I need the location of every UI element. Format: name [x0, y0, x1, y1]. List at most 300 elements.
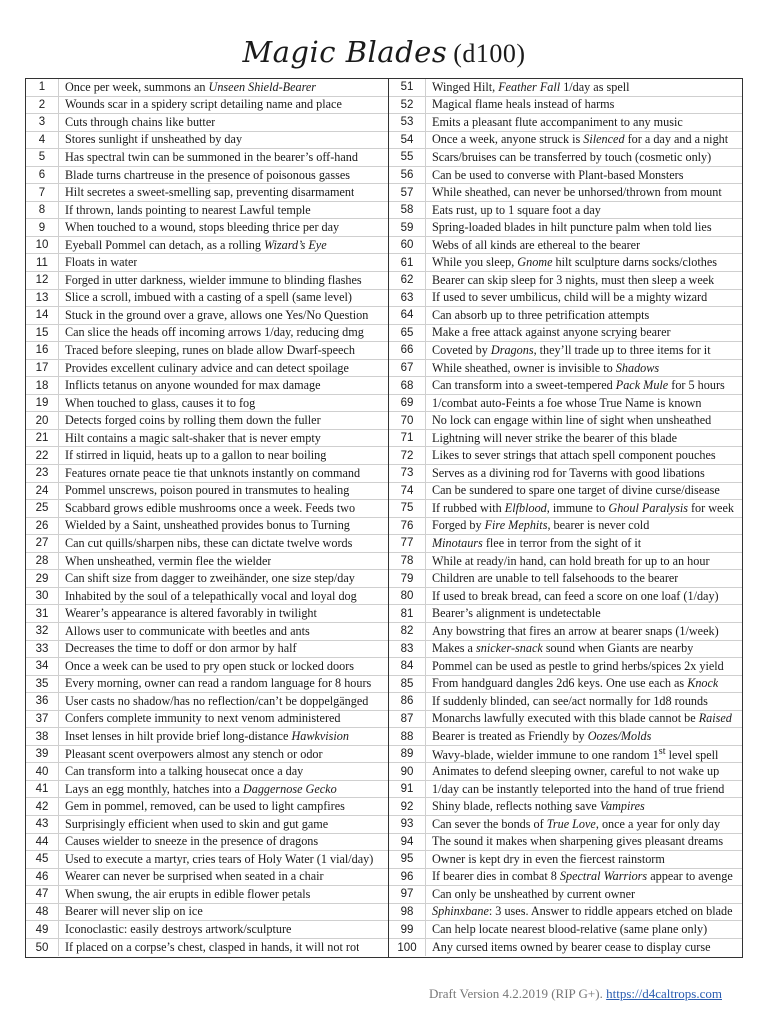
table-row — [26, 693, 388, 711]
blade-property: Can be used to converse with Plant-based Monsters — [432, 167, 684, 182]
table-row — [389, 342, 742, 360]
table-row — [26, 623, 388, 641]
table-row — [389, 202, 742, 220]
table-row — [26, 325, 388, 343]
table-row — [26, 816, 388, 834]
roll-number: 82 — [389, 623, 426, 640]
blade-property: Scars/bruises can be transferred by touch (cosmetic only) — [432, 149, 712, 164]
table-row — [26, 290, 388, 308]
roll-number: 46 — [26, 869, 59, 886]
table-row — [26, 483, 388, 501]
blade-property: Can only be unsheathed by current owner — [432, 886, 636, 901]
blade-property: Once per week, summons an Unseen Shield-Bearer — [65, 79, 317, 94]
blade-property: Wavy-blade, wielder immune to one random 1st level spell — [432, 745, 719, 762]
roll-number: 45 — [26, 851, 59, 868]
roll-number: 35 — [26, 676, 59, 693]
blade-property: Used to execute a martyr, cries tears of Holy Water (1 vial/day) — [65, 851, 374, 866]
blade-property: Features ornate peace tie that unknots instantly on command — [65, 465, 361, 480]
roll-number: 84 — [389, 658, 426, 675]
table-row — [26, 676, 388, 694]
blade-property: Can transform into a sweet-tempered Pack Mule for 5 hours — [432, 378, 725, 393]
roll-number: 40 — [26, 763, 59, 780]
roll-number: 54 — [389, 132, 426, 149]
blade-property: When swung, the air erupts in edible flower petals — [65, 886, 311, 901]
blade-property: Gem in pommel, removed, can be used to light campfires — [65, 799, 345, 814]
table-row — [26, 219, 388, 237]
table-row — [389, 693, 742, 711]
table-row — [26, 518, 388, 536]
roll-number: 48 — [26, 904, 59, 921]
blade-property: If rubbed with Elfblood, immune to Ghoul Paralysis for week — [432, 500, 734, 515]
roll-number: 89 — [389, 746, 426, 763]
roll-number: 59 — [389, 219, 426, 236]
roll-number: 15 — [26, 325, 59, 342]
roll-number: 70 — [389, 412, 426, 429]
blade-property: While you sleep, Gnome hilt sculpture darns socks/clothes — [432, 255, 718, 270]
blade-property: Wearer’s appearance is altered favorably in twilight — [65, 606, 317, 621]
table-row — [389, 272, 742, 290]
roll-number: 67 — [389, 360, 426, 377]
blade-property: Once a week, anyone struck is Silenced for a day and a night — [432, 132, 729, 147]
roll-number: 71 — [389, 430, 426, 447]
blade-property: Detects forged coins by rolling them down the fuller — [65, 413, 321, 428]
table-row — [26, 167, 388, 185]
table-row — [389, 430, 742, 448]
roll-number: 99 — [389, 921, 426, 938]
table-row — [389, 79, 742, 97]
blade-property: Can help locate nearest blood-relative (same plane only) — [432, 922, 708, 937]
table-row — [26, 886, 388, 904]
roll-number: 41 — [26, 781, 59, 798]
roll-number: 68 — [389, 377, 426, 394]
roll-number: 9 — [26, 219, 59, 236]
footer — [0, 986, 722, 1002]
roll-number: 4 — [26, 132, 59, 149]
table-row — [389, 465, 742, 483]
roll-number: 49 — [26, 921, 59, 938]
blade-property: Traced before sleeping, runes on blade allow Dwarf-speech — [65, 342, 355, 357]
table-row — [26, 921, 388, 939]
roll-number: 25 — [26, 500, 59, 517]
table-row — [26, 447, 388, 465]
roll-number: 17 — [26, 360, 59, 377]
table-row — [26, 465, 388, 483]
roll-number: 16 — [26, 342, 59, 359]
table-row — [389, 97, 742, 115]
table-row — [26, 79, 388, 97]
table-row — [389, 658, 742, 676]
blade-property: Stores sunlight if unsheathed by day — [65, 132, 243, 147]
footer-link[interactable]: https://d4caltrops.com — [606, 986, 722, 1001]
table-row — [26, 798, 388, 816]
roll-number: 47 — [26, 886, 59, 903]
roll-number: 56 — [389, 167, 426, 184]
blade-property: Wounds scar in a spidery script detailing name and place — [65, 97, 342, 112]
blade-property: Every morning, owner can read a random language for 8 hours — [65, 676, 372, 691]
blade-property: Coveted by Dragons, they’ll trade up to three items for it — [432, 342, 711, 357]
blade-property: Any bowstring that fires an arrow at bearer snaps (1/week) — [432, 623, 719, 638]
blade-property: Magical flame heals instead of harms — [432, 97, 615, 112]
blade-property: No lock can engage within line of sight when unsheathed — [432, 413, 712, 428]
blade-property: Minotaurs flee in terror from the sight of it — [432, 535, 642, 550]
table-row — [389, 816, 742, 834]
table-row — [26, 202, 388, 220]
page-title — [0, 34, 768, 72]
roll-number: 65 — [389, 325, 426, 342]
table-row — [389, 746, 742, 764]
blade-property: User casts no shadow/has no reflection/can’t be doppelgänged — [65, 693, 369, 708]
table-row — [26, 535, 388, 553]
blade-property: When touched to a wound, stops bleeding thrice per day — [65, 220, 340, 235]
roll-number: 34 — [26, 658, 59, 675]
roll-number: 72 — [389, 447, 426, 464]
roll-number: 73 — [389, 465, 426, 482]
roll-number: 64 — [389, 307, 426, 324]
roll-number: 58 — [389, 202, 426, 219]
table-row — [26, 500, 388, 518]
roll-number: 69 — [389, 395, 426, 412]
table-row — [26, 114, 388, 132]
blade-property: Can transform into a talking housecat once a day — [65, 764, 304, 779]
blade-property: Slice a scroll, imbued with a casting of a spell (same level) — [65, 290, 352, 305]
blade-property: Can slice the heads off incoming arrows 1/day, reducing dmg — [65, 325, 364, 340]
d100-table — [25, 78, 743, 958]
table-row — [26, 307, 388, 325]
roll-number: 1 — [26, 79, 59, 96]
table-row — [26, 395, 388, 413]
table-row — [26, 605, 388, 623]
table-row — [389, 904, 742, 922]
table-row — [26, 728, 388, 746]
table-row — [389, 483, 742, 501]
roll-number: 7 — [26, 184, 59, 201]
table-row — [389, 184, 742, 202]
roll-number: 75 — [389, 500, 426, 517]
table-row — [389, 132, 742, 150]
table-row — [389, 149, 742, 167]
blade-property: Hilt secretes a sweet-smelling sap, preventing disarmament — [65, 185, 355, 200]
table-row — [389, 114, 742, 132]
roll-number: 77 — [389, 535, 426, 552]
blade-property: Surprisingly efficient when used to skin and gut game — [65, 816, 329, 831]
table-row — [389, 605, 742, 623]
blade-property: Spring-loaded blades in hilt puncture palm when told lies — [432, 220, 712, 235]
blade-property: Likes to sever strings that attach spell component pouches — [432, 448, 716, 463]
table-row — [389, 676, 742, 694]
roll-number: 92 — [389, 798, 426, 815]
roll-number: 80 — [389, 588, 426, 605]
blade-property: Pommel can be used as pestle to grind herbs/spices 2x yield — [432, 658, 724, 673]
roll-number: 100 — [389, 939, 426, 957]
table-row — [389, 711, 742, 729]
table-row — [389, 553, 742, 571]
blade-property: Pleasant scent overpowers almost any stench or odor — [65, 746, 323, 761]
blade-property: Any cursed items owned by bearer cease to display curse — [432, 940, 711, 955]
table-row — [26, 132, 388, 150]
table-row — [389, 570, 742, 588]
blade-property: Lays an egg monthly, hatches into a Daggernose Gecko — [65, 781, 337, 796]
blade-property: Wearer can never be surprised when seated in a chair — [65, 869, 324, 884]
table-row — [26, 763, 388, 781]
blade-property: When unsheathed, vermin flee the wielder — [65, 553, 272, 568]
blade-property: Provides excellent culinary advice and can detect spoilage — [65, 360, 349, 375]
roll-number: 10 — [26, 237, 59, 254]
roll-number: 30 — [26, 588, 59, 605]
blade-property: Causes wielder to sneeze in the presence of dragons — [65, 834, 319, 849]
table-row — [389, 623, 742, 641]
blade-property: Bearer will never slip on ice — [65, 904, 203, 919]
roll-number: 3 — [26, 114, 59, 131]
blade-property: Confers complete immunity to next venom administered — [65, 711, 341, 726]
blade-property: Eats rust, up to 1 square foot a day — [432, 202, 601, 217]
roll-number: 62 — [389, 272, 426, 289]
table-row — [26, 711, 388, 729]
roll-number: 6 — [26, 167, 59, 184]
table-row — [389, 518, 742, 536]
roll-number: 96 — [389, 869, 426, 886]
blade-property: Inflicts tetanus on anyone wounded for max damage — [65, 378, 321, 393]
blade-property: The sound it makes when sharpening gives pleasant dreams — [432, 834, 724, 849]
roll-number: 43 — [26, 816, 59, 833]
table-row — [26, 781, 388, 799]
table-row — [389, 307, 742, 325]
blade-property: Winged Hilt, Feather Fall 1/day as spell — [432, 79, 630, 94]
blade-property: When touched to glass, causes it to fog — [65, 395, 256, 410]
table-row — [389, 869, 742, 887]
blade-property: Makes a snicker-snack sound when Giants are nearby — [432, 641, 694, 656]
blade-property: Sphinxbane: 3 uses. Answer to riddle appears etched on blade — [432, 904, 733, 919]
roll-number: 93 — [389, 816, 426, 833]
table-row — [389, 728, 742, 746]
table-row — [389, 834, 742, 852]
roll-number: 57 — [389, 184, 426, 201]
table-row — [389, 921, 742, 939]
roll-number: 95 — [389, 851, 426, 868]
roll-number: 32 — [26, 623, 59, 640]
roll-number: 12 — [26, 272, 59, 289]
roll-number: 27 — [26, 535, 59, 552]
table-column-left — [26, 79, 389, 957]
blade-property: Allows user to communicate with beetles and ants — [65, 623, 310, 638]
roll-number: 79 — [389, 570, 426, 587]
roll-number: 31 — [26, 605, 59, 622]
blade-property: Pommel unscrews, poison poured in transmutes to healing — [65, 483, 350, 498]
blade-property: If thrown, lands pointing to nearest Lawful temple — [65, 202, 311, 217]
roll-number: 33 — [26, 641, 59, 658]
blade-property: Floats in water — [65, 255, 138, 270]
roll-number: 53 — [389, 114, 426, 131]
table-row — [389, 535, 742, 553]
roll-number: 63 — [389, 290, 426, 307]
roll-number: 11 — [26, 254, 59, 271]
table-row — [26, 588, 388, 606]
blade-property: If placed on a corpse’s chest, clasped in hands, it will not rot — [65, 940, 360, 955]
table-row — [26, 834, 388, 852]
blade-property: If used to break bread, can feed a score on one loaf (1/day) — [432, 588, 719, 603]
table-row — [389, 763, 742, 781]
blade-property: Bearer is treated as Friendly by Oozes/Molds — [432, 729, 652, 743]
blade-property: Owner is kept dry in even the fiercest rainstorm — [432, 851, 665, 866]
table-row — [26, 254, 388, 272]
roll-number: 19 — [26, 395, 59, 412]
roll-number: 91 — [389, 781, 426, 798]
table-row — [389, 360, 742, 378]
roll-number: 18 — [26, 377, 59, 394]
roll-number: 60 — [389, 237, 426, 254]
roll-number: 76 — [389, 518, 426, 535]
roll-number: 23 — [26, 465, 59, 482]
roll-number: 74 — [389, 483, 426, 500]
blade-property: Bearer’s alignment is undetectable — [432, 606, 601, 621]
roll-number: 66 — [389, 342, 426, 359]
table-row — [26, 342, 388, 360]
blade-property: Cuts through chains like butter — [65, 114, 216, 129]
table-row — [389, 447, 742, 465]
roll-number: 37 — [26, 711, 59, 728]
roll-number: 86 — [389, 693, 426, 710]
blade-property: While at ready/in hand, can hold breath for up to an hour — [432, 553, 710, 568]
table-row — [389, 588, 742, 606]
table-row — [389, 851, 742, 869]
blade-property: Children are unable to tell falsehoods to the bearer — [432, 571, 679, 586]
roll-number: 28 — [26, 553, 59, 570]
roll-number: 39 — [26, 746, 59, 763]
blade-property: Forged by Fire Mephits, bearer is never cold — [432, 518, 650, 533]
table-row — [389, 325, 742, 343]
roll-number: 90 — [389, 763, 426, 780]
table-row — [389, 254, 742, 272]
table-row — [389, 939, 742, 957]
table-row — [389, 412, 742, 430]
table-row — [26, 570, 388, 588]
table-row — [26, 377, 388, 395]
blade-property: Can sever the bonds of True Love, once a year for only day — [432, 816, 721, 831]
roll-number: 44 — [26, 834, 59, 851]
table-row — [389, 886, 742, 904]
blade-property: Shiny blade, reflects nothing save Vampires — [432, 799, 645, 814]
table-row — [26, 97, 388, 115]
blade-property: From handguard dangles 2d6 keys. One use each as Knock — [432, 676, 719, 691]
blade-property: Can be sundered to spare one target of divine curse/disease — [432, 483, 720, 498]
blade-property: Stuck in the ground over a grave, allows one Yes/No Question — [65, 307, 369, 322]
blade-property: Scabbard grows edible mushrooms once a week. Feeds two — [65, 500, 356, 515]
roll-number: 42 — [26, 798, 59, 815]
roll-number: 26 — [26, 518, 59, 535]
blade-property: Eyeball Pommel can detach, as a rolling Wizard’s Eye — [65, 237, 327, 252]
blade-property: Animates to defend sleeping owner, careful to not wake up — [432, 764, 720, 779]
table-row — [26, 412, 388, 430]
blade-property: Lightning will never strike the bearer of this blade — [432, 430, 678, 445]
blade-property: If used to sever umbilicus, child will be a mighty wizard — [432, 290, 708, 305]
blade-property: If stirred in liquid, heats up to a gallon to near boiling — [65, 448, 327, 463]
blade-property: If bearer dies in combat 8 Spectral Warriors appear to avenge — [432, 869, 733, 884]
table-row — [26, 939, 388, 957]
title-main: Magic Blades — [242, 35, 448, 69]
blade-property: Inset lenses in hilt provide brief long-distance Hawkvision — [65, 729, 349, 743]
blade-property: Has spectral twin can be summoned in the bearer’s off-hand — [65, 149, 358, 164]
table-row — [389, 781, 742, 799]
title-sub: (d100) — [453, 39, 526, 68]
roll-number: 52 — [389, 97, 426, 114]
blade-property: Bearer can skip sleep for 3 nights, must then sleep a week — [432, 272, 715, 287]
blade-property: Emits a pleasant flute accompaniment to any music — [432, 114, 683, 129]
roll-number: 94 — [389, 834, 426, 851]
table-row — [26, 360, 388, 378]
blade-property: Inhabited by the soul of a telepathically vocal and loyal dog — [65, 588, 357, 603]
roll-number: 55 — [389, 149, 426, 166]
table-column-right — [389, 79, 742, 957]
table-row — [26, 553, 388, 571]
blade-property: Once a week can be used to pry open stuck or locked doors — [65, 658, 355, 673]
roll-number: 61 — [389, 254, 426, 271]
roll-number: 83 — [389, 641, 426, 658]
table-row — [389, 500, 742, 518]
roll-number: 2 — [26, 97, 59, 114]
roll-number: 88 — [389, 728, 426, 745]
roll-number: 14 — [26, 307, 59, 324]
table-row — [26, 869, 388, 887]
blade-property: Make a free attack against anyone scrying bearer — [432, 325, 671, 340]
roll-number: 81 — [389, 605, 426, 622]
table-row — [26, 641, 388, 659]
table-row — [389, 641, 742, 659]
roll-number: 8 — [26, 202, 59, 219]
table-row — [389, 798, 742, 816]
table-row — [389, 290, 742, 308]
roll-number: 22 — [26, 447, 59, 464]
roll-number: 24 — [26, 483, 59, 500]
table-row — [389, 395, 742, 413]
blade-property: 1/day can be instantly teleported into the hand of true friend — [432, 781, 725, 796]
table-row — [26, 904, 388, 922]
roll-number: 85 — [389, 676, 426, 693]
blade-property: Forged in utter darkness, wielder immune to blinding flashes — [65, 272, 362, 287]
table-row — [26, 430, 388, 448]
table-row — [26, 272, 388, 290]
blade-property: Can cut quills/sharpen nibs, these can dictate twelve words — [65, 535, 353, 550]
roll-number: 38 — [26, 728, 59, 745]
blade-property: Wielded by a Saint, unsheathed provides bonus to Turning — [65, 518, 350, 533]
roll-number: 29 — [26, 570, 59, 587]
table-row — [26, 851, 388, 869]
table-row — [26, 237, 388, 255]
roll-number: 36 — [26, 693, 59, 710]
table-row — [26, 149, 388, 167]
blade-property: Decreases the time to doff or don armor by half — [65, 641, 297, 656]
roll-number: 13 — [26, 290, 59, 307]
roll-number: 21 — [26, 430, 59, 447]
roll-number: 98 — [389, 904, 426, 921]
blade-property: If suddenly blinded, can see/act normally for 1d8 rounds — [432, 693, 708, 708]
blade-property: 1/combat auto-Feints a foe whose True Name is known — [432, 395, 702, 410]
roll-number: 20 — [26, 412, 59, 429]
blade-property: Iconoclastic: easily destroys artwork/sculpture — [65, 922, 292, 937]
table-row — [389, 167, 742, 185]
table-row — [389, 219, 742, 237]
table-row — [26, 184, 388, 202]
table-row — [389, 237, 742, 255]
blade-property: Webs of all kinds are ethereal to the bearer — [432, 237, 641, 252]
blade-property: Can absorb up to three petrification attempts — [432, 307, 650, 322]
table-row — [26, 746, 388, 764]
roll-number: 97 — [389, 886, 426, 903]
roll-number: 5 — [26, 149, 59, 166]
blade-property: While sheathed, can never be unhorsed/thrown from mount — [432, 185, 722, 200]
blade-property: While sheathed, owner is invisible to Shadows — [432, 360, 660, 375]
blade-property: Serves as a divining rod for Taverns with good libations — [432, 465, 705, 480]
roll-number: 87 — [389, 711, 426, 728]
blade-property: Hilt contains a magic salt-shaker that is never empty — [65, 430, 321, 445]
